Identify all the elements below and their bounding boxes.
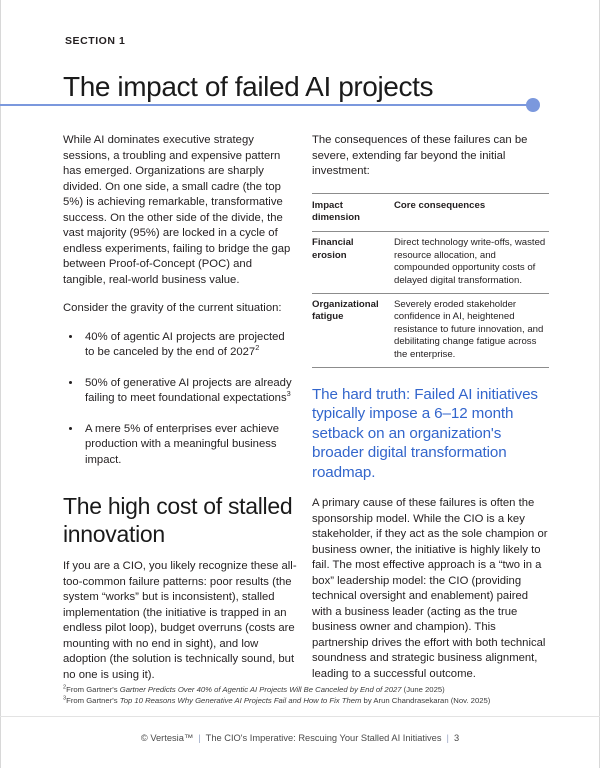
footnote bbox=[63, 695, 543, 706]
footer-separator-2: | bbox=[446, 733, 449, 743]
divider-line bbox=[0, 104, 532, 106]
right-intro-paragraph: The consequences of these failures can be severe, extending far beyond the initial investment: bbox=[312, 134, 528, 177]
column-header-core-consequences: Core consequences bbox=[394, 199, 486, 211]
list-item-text: 40% of agentic AI projects are projected to be canceled by the end of 2027 bbox=[85, 330, 285, 358]
list-item bbox=[63, 376, 297, 407]
left-column bbox=[63, 133, 297, 683]
section-subheading: The high cost of stalled innovation bbox=[63, 493, 293, 547]
bullet-dot-icon bbox=[69, 335, 72, 338]
footnote-marker: 2 bbox=[255, 343, 260, 353]
footnote-prefix: From Gartner's bbox=[66, 696, 120, 705]
footnote bbox=[63, 684, 543, 695]
bullets-lead-in: Consider the gravity of the current situation: bbox=[63, 302, 282, 314]
table-header-row bbox=[312, 193, 549, 232]
left-closing-paragraph: If you are a CIO, you likely recognize these all-too-common failure patterns: poor results (the system “works” but is inconsistent), stalled implementation (the initiative is trapped in an endless pilot loop), budget overruns (costs are mounting with no end in sight), and low adoption (the solution is technically sound, but no one is using it). bbox=[63, 560, 297, 681]
page-border-left bbox=[0, 0, 1, 768]
footnote-title: Top 10 Reasons Why Generative AI Projects Fail and How to Fix Them bbox=[119, 696, 362, 705]
list-item-text: 50% of generative AI projects are already failing to meet foundational expectations bbox=[85, 376, 292, 404]
list-item-text: A mere 5% of enterprises ever achieve production with a meaningful business impact. bbox=[85, 422, 280, 466]
footnote-marker: 3 bbox=[286, 389, 291, 399]
page-title: The impact of failed AI projects bbox=[63, 70, 434, 102]
footnote-suffix: (June 2025) bbox=[401, 685, 445, 694]
list-item bbox=[63, 422, 297, 469]
bullet-dot-icon bbox=[69, 427, 72, 430]
list-item bbox=[63, 330, 297, 361]
right-closing-paragraph: A primary cause of these failures is often the sponsorship model. While the CIO is a key stakeholder, if they act as the sole champion or business owner, the initiative is highly likely to fail. The most effective approach is a “two in a box” leadership model: the CIO (providing technical oversight and enablement) paired with a business leader (acting as the true business owner and champion). This partnership drives the effort with both technical soundness and strategic business alignment, leading to a successful outcome. bbox=[312, 497, 548, 680]
cell-core-consequences: Severely eroded stakeholder confidence in AI, heightened resistance to future innovation, and debilitating change fatigue across the enterprise. bbox=[394, 298, 544, 360]
page-footer bbox=[0, 733, 600, 743]
page-number: 3 bbox=[453, 733, 460, 743]
footer-document-title: The CIO's Imperative: Rescuing Your Stalled AI Initiatives bbox=[205, 733, 442, 743]
footnote-number: 3 bbox=[63, 695, 67, 702]
bullet-dot-icon bbox=[69, 381, 72, 384]
footnotes-block bbox=[63, 684, 543, 706]
footer-copyright: © Vertesia™ bbox=[140, 733, 194, 743]
footnote-number: 2 bbox=[63, 684, 67, 691]
left-intro-paragraph: While AI dominates executive strategy sessions, a troubling and expensive pattern has emerged. Organizations are sharply divided. On one side, a small cadre (the top 5%) is achieving remarkable, transformative success. On the other side of the divide, the vast majority (95%) are locked in a cycle of endless experiments, failing to bridge the gap between Proof-of-Concept (POC) and tangible, real-world business value. bbox=[63, 134, 291, 286]
table-row bbox=[312, 232, 549, 294]
column-header-impact-dimension: Impact dimension bbox=[312, 199, 360, 223]
footnote-suffix: by Arun Chandrasekaran (Nov. 2025) bbox=[361, 696, 491, 705]
table-header bbox=[312, 193, 549, 232]
right-column bbox=[312, 133, 549, 682]
footnote-prefix: From Gartner's bbox=[66, 685, 120, 694]
cell-core-consequences: Direct technology write-offs, wasted resource allocation, and compounded opportunity costs of delayed digital transformation. bbox=[394, 237, 546, 286]
impact-consequences-table bbox=[312, 193, 549, 368]
section-kicker: SECTION 1 bbox=[65, 35, 126, 47]
footer-separator-1: | bbox=[198, 733, 201, 743]
header-divider bbox=[0, 97, 600, 115]
divider-dot-icon bbox=[526, 98, 540, 112]
cell-impact-dimension: Financial erosion bbox=[312, 237, 354, 261]
footnote-title: Gartner Predicts Over 40% of Agentic AI Projects Will Be Canceled by End of 2027 bbox=[119, 685, 402, 694]
footer-divider bbox=[0, 716, 600, 717]
statistics-list bbox=[63, 330, 297, 469]
pull-quote: The hard truth: Failed AI initiatives typically impose a 6–12 month setback on an organization's broader digital transformation roadmap. bbox=[312, 385, 538, 481]
table-body bbox=[312, 232, 549, 368]
table-row bbox=[312, 293, 549, 367]
cell-impact-dimension: Organizational fatigue bbox=[312, 298, 379, 323]
